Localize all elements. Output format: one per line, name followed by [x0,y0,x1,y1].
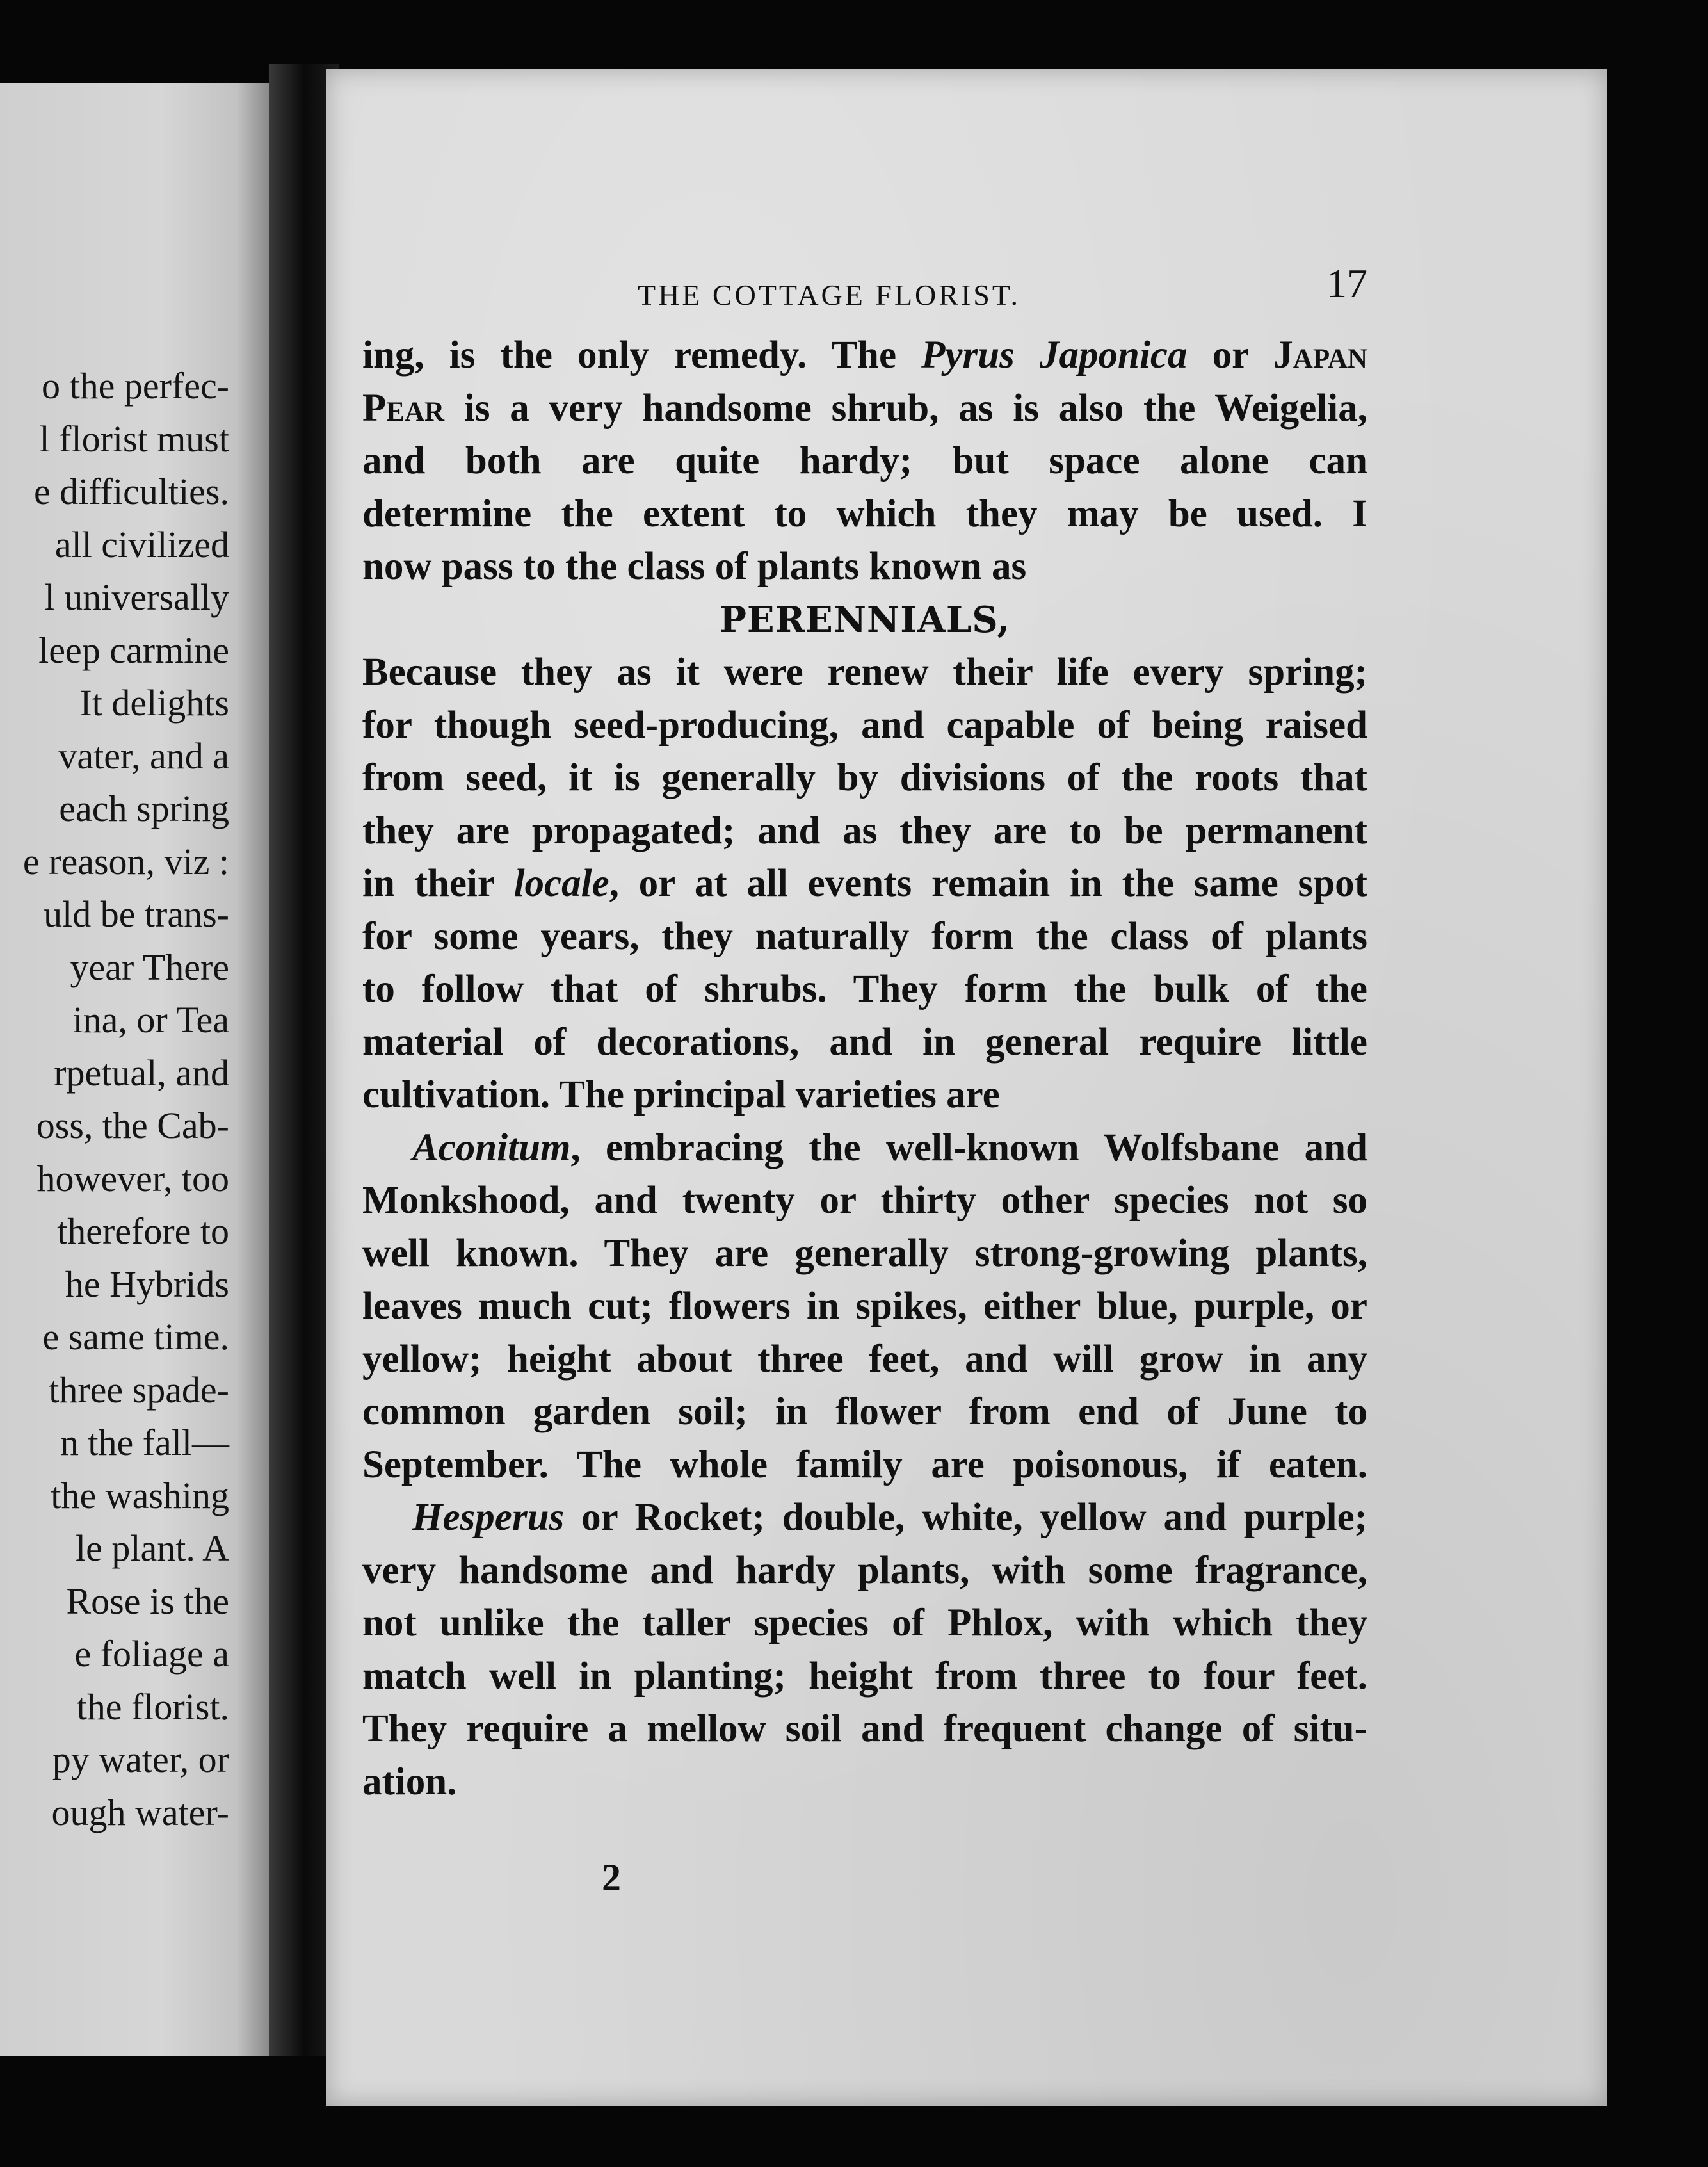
previous-page-text [0,360,229,1839]
signature-mark: 2 [602,1856,621,1899]
book-page [326,69,1607,2106]
previous-page-line: vater, and a [58,735,229,777]
previous-page-line: three spade- [49,1368,229,1411]
small-caps-term: Pear [362,386,445,430]
text-line: material of decorations, and in general require little [362,1020,1367,1064]
text-run: , or at all events remain in the same spot [609,862,1367,905]
previous-page-line: Rose is the [66,1580,229,1622]
italic-term: Hesperus [412,1496,565,1539]
previous-page-line: oss, the Cab- [36,1105,229,1146]
text-line: yellow; height about three feet, and will grow in any [362,1337,1367,1381]
text-line [362,382,1367,435]
italic-term: Pyrus Japonica [921,334,1188,377]
text-line [362,857,1367,911]
text-line: determine the extent to which they may be used. I [362,492,1367,535]
previous-page-line: each spring [59,788,229,829]
text-line: September. The whole family are poisonous, if eaten. [362,1443,1367,1486]
text-run: or Rocket; double, white, yellow and purple; [564,1496,1367,1539]
previous-page-line: l florist must [39,418,229,460]
small-caps-term: Japan [1273,334,1367,377]
paragraph-aconitum [362,1122,1367,1492]
previous-page-line: year There [70,946,229,988]
text-line: leaves much cut; flowers in spikes, either blue, purple, or [362,1285,1367,1327]
page-content [362,261,1367,1808]
previous-page-line: the washing [51,1474,229,1516]
text-line: ation. [362,1760,457,1803]
text-line: cultivation. The principal varieties are [362,1073,1000,1116]
text-line: for though seed-producing, and capable of being raised [362,703,1367,747]
text-line [362,1122,1367,1175]
text-run: ing, is the only remedy. The [362,334,922,377]
text-run: , embracing the well-known Wolfsbane and [570,1126,1367,1169]
text-run: or [1187,334,1274,377]
text-line: They require a mellow soil and frequent change of situ- [362,1707,1367,1750]
text-line: very handsome and hardy plants, with some fragrance, [362,1548,1367,1592]
running-head [362,261,1367,314]
previous-page-line: e difficulties. [34,471,229,512]
previous-page-line: the florist. [76,1685,229,1728]
text-line: well known. They are generally strong-growing plants, [362,1231,1367,1275]
text-run: in their [362,862,514,905]
previous-page-line: ough water- [51,1791,229,1833]
previous-page-line: It delights [79,682,229,724]
previous-page-line: le plant. A [75,1527,229,1569]
previous-page-line: ina, or Tea [72,999,229,1041]
text-line: now pass to the class of plants known as [362,545,1027,588]
paragraph-perennials-intro [362,646,1367,1122]
text-line: not unlike the taller species of Phlox, with which they [362,1602,1367,1644]
previous-page-line: therefore to [57,1210,229,1252]
text-line: and both are quite hardy; but space alone can [362,439,1367,482]
text-line: to follow that of shrubs. They form the bulk of the [362,968,1367,1010]
italic-term: locale [513,862,609,905]
text-line: common garden soil; in flower from end of June to [362,1390,1367,1433]
previous-page-line: however, too [36,1157,229,1199]
italic-term: Aconitum [412,1126,571,1169]
text-line: match well in planting; height from three to four feet. [362,1654,1367,1698]
previous-page-line: leep carmine [38,629,229,671]
previous-page-line: n the fall— [60,1422,229,1463]
previous-page-line: he Hybrids [65,1263,229,1305]
previous-page-line: rpetual, and [54,1051,229,1094]
text-line [362,1491,1367,1545]
previous-page-line: l universally [44,576,229,618]
paragraph-shrubs-conclusion [362,329,1367,594]
text-line: Because they as it were renew their life every spring; [362,651,1367,694]
previous-page-line: e same time. [42,1316,229,1358]
previous-page-fragment [0,83,269,2056]
previous-page-line: o the perfec- [41,365,229,407]
paragraph-hesperus [362,1491,1367,1808]
previous-page-line: e foliage a [74,1633,229,1675]
page-number: 17 [1326,261,1367,306]
previous-page-line: e reason, viz : [22,840,229,882]
text-line [362,329,1367,382]
text-line: they are propagated; and as they are to be permanent [362,809,1367,852]
previous-page-line: all civilized [54,523,229,565]
text-line: from seed, it is generally by divisions of the roots that [362,756,1367,799]
previous-page-line: py water, or [52,1739,229,1780]
text-run: is a very handsome shrub, as is also the Weigelia, [444,386,1367,430]
previous-page-line: uld be trans- [44,893,229,935]
text-line: for some years, they naturally form the class of plants [362,914,1367,958]
running-title: THE COTTAGE FLORIST. [638,279,1021,311]
section-heading: PERENNIALS, [719,598,1011,641]
text-line: Monkshood, and twenty or thirty other species not so [362,1179,1367,1222]
